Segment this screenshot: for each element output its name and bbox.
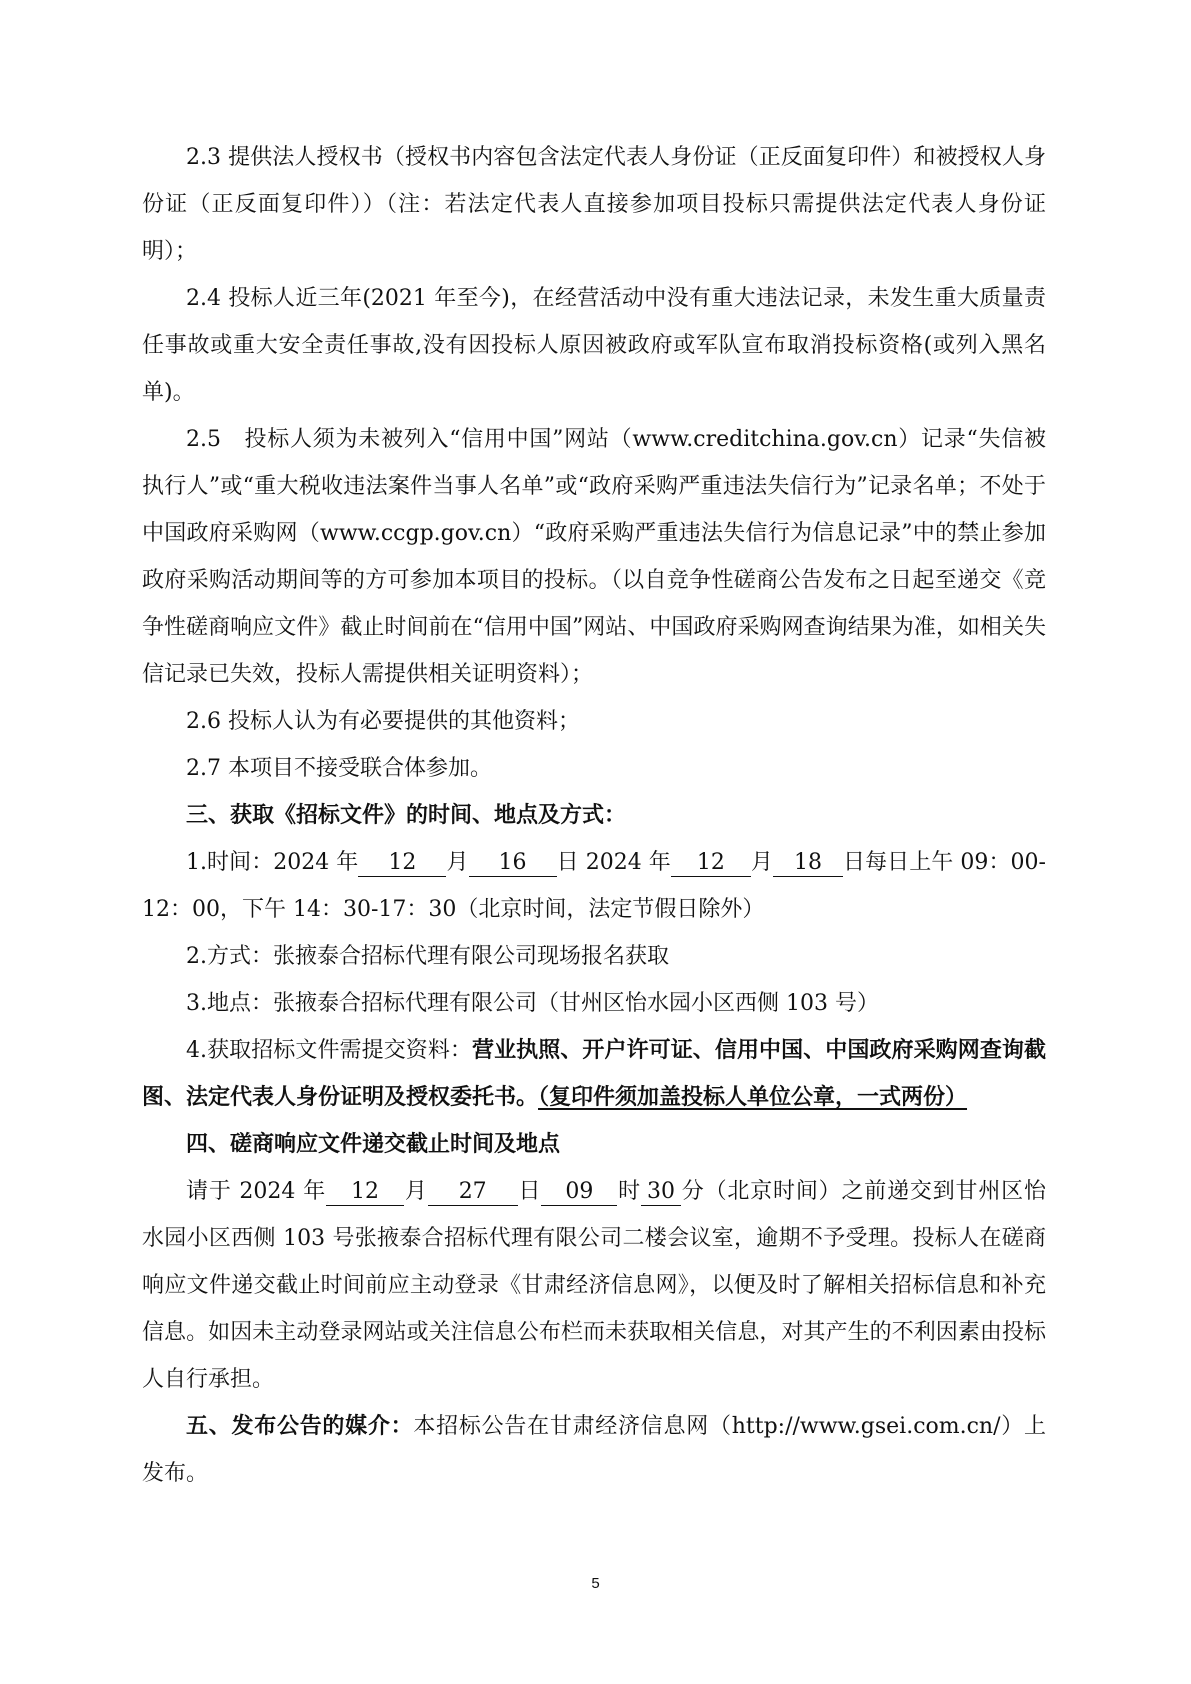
paragraph-2-6: 2.6 投标人认为有必要提供的其他资料；: [186, 709, 580, 734]
page-number: 5: [591, 1575, 600, 1592]
deadline-prefix: 请于 2024 年: [186, 1179, 327, 1204]
deadline-minute-field: 30: [641, 1179, 681, 1206]
section-3-time: [142, 839, 1046, 933]
paragraph-2-4: 2.4 投标人近三年(2021 年至今)，在经营活动中没有重大违法记录，未发生重大质量责任事故或重大安全责任事故,没有因投标人原因被政府或军队宣布取消投标资格(或列入黑名单)。: [142, 286, 1046, 405]
paragraph-2-3: 2.3 提供法人授权书（授权书内容包含法定代表人身份证（正反面复印件）和被授权人身份证（正反面复印件））（注：若法定代表人直接参加项目投标只需提供法定代表人身份证明）；: [142, 145, 1046, 264]
end-month-field: 12: [671, 850, 751, 877]
section-4-body: [142, 1168, 1046, 1403]
section-3-materials: [142, 1027, 1046, 1121]
section-4-heading: 四、磋商响应文件递交截止时间及地点: [186, 1131, 561, 1157]
section-5: [142, 1403, 1046, 1497]
start-day-field: 16: [469, 850, 557, 877]
start-month-field: 12: [358, 850, 446, 877]
deadline-hour-label: 时: [617, 1179, 641, 1204]
start-month-label: 月: [446, 850, 469, 875]
deadline-day-label: 日: [517, 1179, 542, 1204]
materials-note: （复印件须加盖投标人单位公章，一式两份）: [538, 1084, 968, 1110]
section-3-method: 2.方式：张掖泰合招标代理有限公司现场报名获取: [186, 944, 669, 969]
deadline-month-label: 月: [404, 1179, 428, 1204]
paragraph-2-7: 2.7 本项目不接受联合体参加。: [186, 756, 492, 781]
end-month-label: 月: [750, 850, 773, 875]
paragraph-2-5: 2.5 投标人须为未被列入“信用中国”网站（www.creditchina.gov.cn）记录“失信被执行人”或“重大税收违法案件当事人名单”或“政府采购严重违法失信行为”记录名单；不处于中国政府采购网（www.ccgp.gov.cn）“政府采购严重违法失信行为信息记录”中的禁止参加政府采购活动期间等的方可参加本项目的投标。（以自竞争性磋商公告发布之日起至递交《竞争性磋商响应文件》截止时间前在“信用中国”网站、中国政府采购网查询结果为准，如相关失信记录已失效，投标人需提供相关证明资料）；: [142, 427, 1046, 687]
materials-label: 4.获取招标文件需提交资料：: [186, 1038, 473, 1063]
time-mid: 日 2024 年: [556, 850, 671, 875]
section-3-location: 3.地点：张掖泰合招标代理有限公司（甘州区怡水园小区西侧 103 号）: [186, 991, 879, 1016]
deadline-hour-field: 09: [541, 1179, 617, 1206]
end-day-field: 18: [773, 850, 843, 877]
deadline-month-field: 12: [326, 1179, 404, 1206]
materials-list: 营业执照、开户许可证、信用中国、中国政府采购网查询截图、法定代表人身份证明及授权委托书。: [142, 1037, 1046, 1110]
time-suffix: 日每日上午 09：00-12：00，下午 14：30-17：30（北京时间，法定节假日除外）: [142, 850, 1046, 922]
deadline-day-field: 27: [428, 1179, 518, 1206]
section-5-text: 本招标公告在甘肃经济信息网（http://www.gsei.com.cn/）上发布。: [142, 1414, 1046, 1486]
deadline-suffix: 分（北京时间）之前递交到甘州区怡水园小区西侧 103 号张掖泰合招标代理有限公司二楼会议室，逾期不予受理。投标人在磋商响应文件递交截止时间前应主动登录《甘肃经济信息网》，以便及时了解相关招标信息和补充信息。如因未主动登录网站或关注信息公布栏而未获取相关信息，对其产生的不利因素由投标人自行承担。: [142, 1179, 1046, 1392]
document-body: [142, 134, 1046, 1497]
section-5-heading: 五、发布公告的媒介：: [186, 1413, 414, 1439]
section-3-heading: 三、获取《招标文件》的时间、地点及方式：: [186, 802, 627, 828]
time-prefix: 1.时间：2024 年: [186, 850, 359, 875]
